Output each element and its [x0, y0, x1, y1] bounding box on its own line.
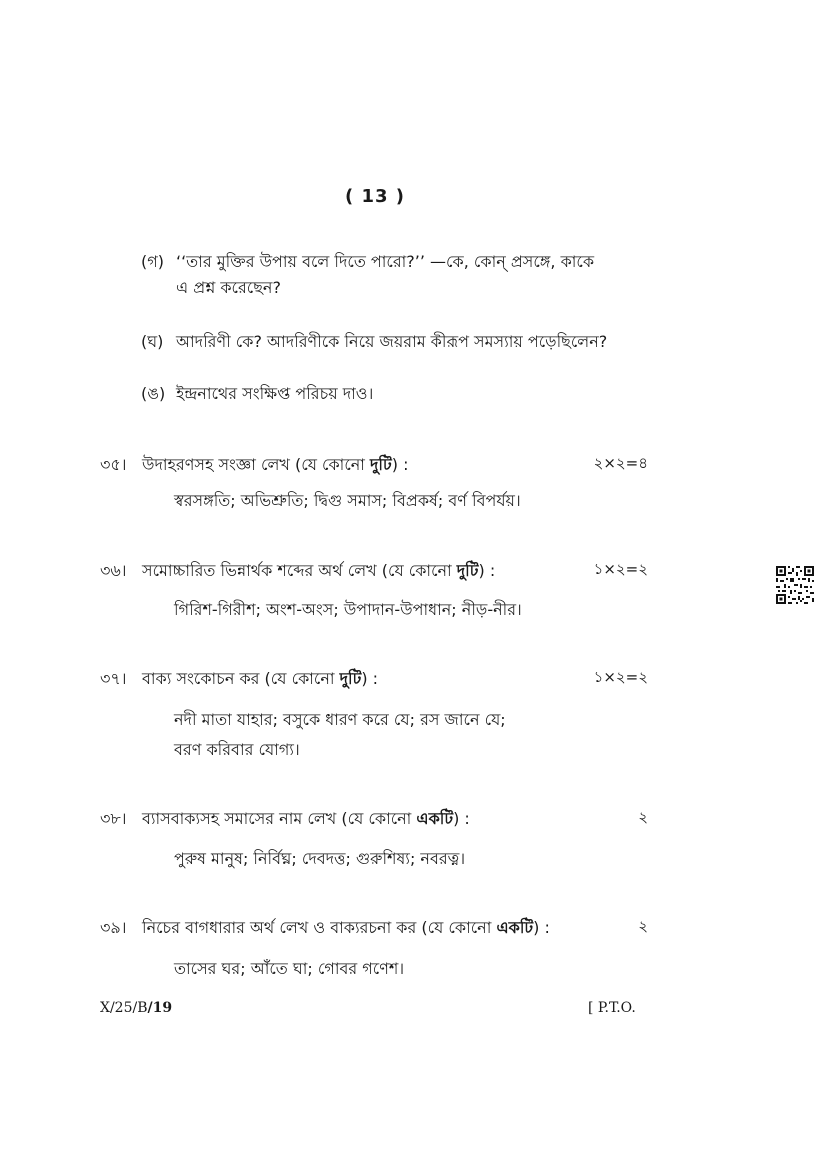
subquestion-label-umo: (ঙ)	[141, 384, 166, 403]
subquestion-label-gha: (ঘ)	[141, 332, 164, 351]
question-items: নদী মাতা যাহার; বসুকে ধারণ করে যে; রস জানে যে;	[174, 710, 506, 729]
subquestion-ga-line1: ‘‘তার মুক্তির উপায় বলে দিতে পারো?’’ —কে, কোন্ প্রসঙ্গে, কাকে	[176, 252, 595, 271]
qr-code-icon	[776, 566, 814, 604]
question-items: পুরুষ মানুষ; নির্বিঘ্ন; দেবদত্ত; গুরুশিষ্য; নবরত্ন।	[174, 849, 466, 868]
question-marks: ২×২=৪	[593, 454, 648, 472]
paper-code: X/25/B/19	[100, 1000, 173, 1016]
question-marks: ২	[638, 808, 648, 826]
subquestion-gha-line1: আদরিণী কে? আদরিণীকে নিয়ে জয়রাম কীরূপ সমস্যায় পড়েছিলেন?	[176, 332, 608, 351]
question-prompt: উদাহরণসহ সংজ্ঞা লেখ (যে কোনো দুটি) :	[142, 455, 409, 474]
question-number: ৩৭।	[100, 669, 127, 688]
question-number: ৩৫।	[100, 455, 127, 474]
question-marks: ১×২=২	[593, 560, 648, 578]
question-marks: ২	[638, 917, 648, 935]
question-prompt: বাক্য সংকোচন কর (যে কোনো দুটি) :	[142, 669, 379, 688]
question-prompt: নিচের বাগধারার অর্থ লেখ ও বাক্যরচনা কর (যে কোনো একটি) :	[142, 918, 550, 937]
question-marks: ১×২=২	[593, 668, 648, 686]
question-items: স্বরসঙ্গতি; অভিশ্রুতি; দ্বিগু সমাস; বিপ্রকর্ষ; বর্ণ বিপর্যয়।	[174, 491, 521, 510]
pto-label: [ P.T.O.	[588, 1000, 636, 1016]
question-number: ৩৯।	[100, 918, 127, 937]
subquestion-label-ga: (গ)	[141, 252, 164, 271]
subquestion-ga-line2: এ প্রশ্ন করেছেন?	[176, 278, 281, 297]
question-number: ৩৮।	[100, 809, 127, 828]
question-prompt: সমোচ্চারিত ভিন্নার্থক শব্দের অর্থ লেখ (যে কোনো দুটি) :	[142, 561, 496, 580]
page-number: ( 13 )	[344, 186, 406, 207]
subquestion-umo-line1: ইন্দ্রনাথের সংক্ষিপ্ত পরিচয় দাও।	[176, 384, 374, 403]
question-items: গিরিশ-গিরীশ; অংশ-অংস; উপাদান-উপাধান; নীড়-নীর।	[174, 600, 522, 619]
question-items: তাসের ঘর; আঁতে ঘা; গোবর গণেশ।	[174, 959, 405, 978]
question-items: বরণ করিবার যোগ্য।	[174, 740, 300, 759]
question-prompt: ব্যাসবাক্যসহ সমাসের নাম লেখ (যে কোনো একটি) :	[142, 809, 470, 828]
question-number: ৩৬।	[100, 561, 127, 580]
